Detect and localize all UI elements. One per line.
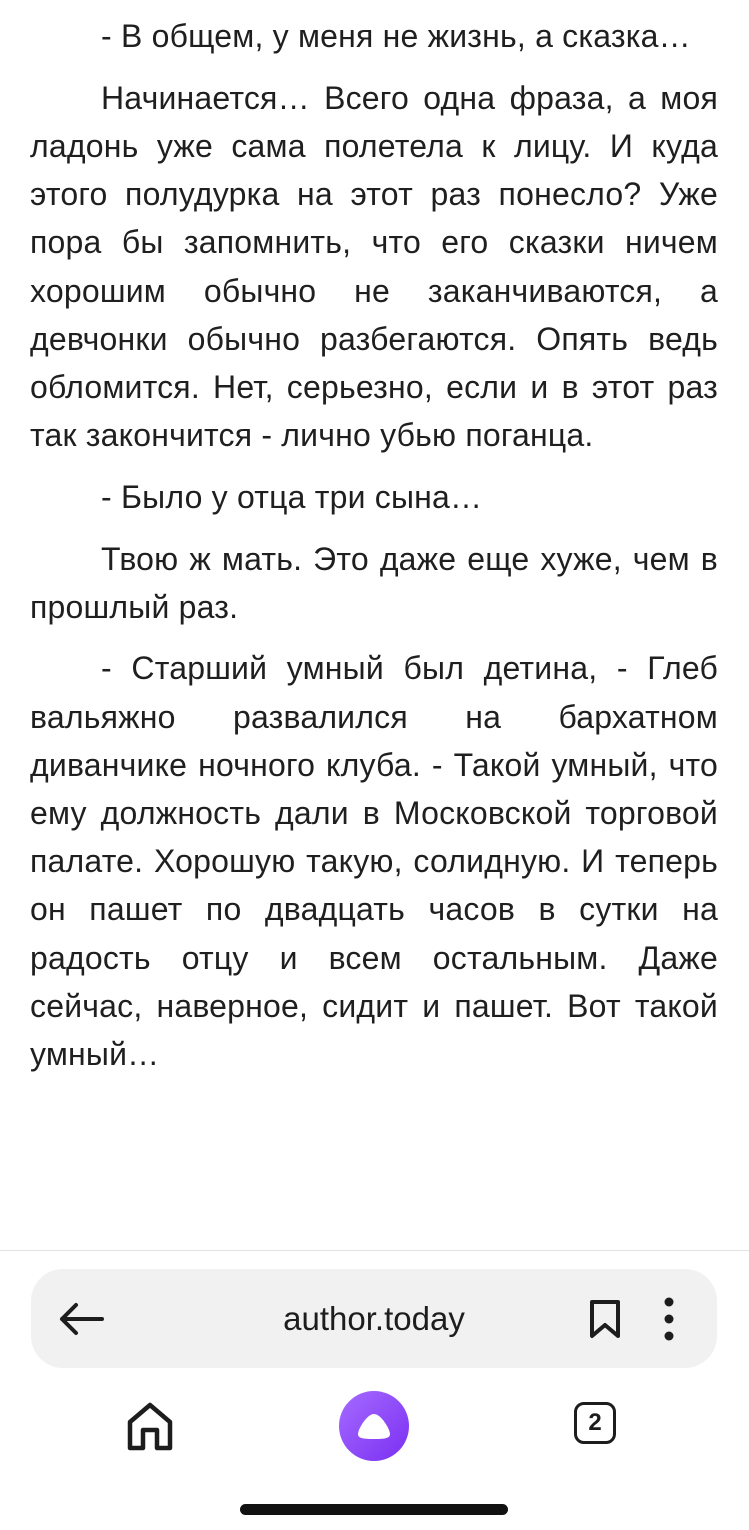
url-text[interactable]: author.today xyxy=(283,1299,465,1337)
menu-button[interactable] xyxy=(647,1291,691,1347)
article-text xyxy=(30,12,718,1092)
tabs-count: 2 xyxy=(588,1409,602,1436)
paragraph: Твою ж мать. Это даже еще хуже, чем в прошлый раз. xyxy=(30,540,718,625)
alice-icon xyxy=(355,1411,393,1441)
gesture-bar[interactable] xyxy=(240,1504,508,1515)
bookmark-button[interactable] xyxy=(579,1293,631,1345)
more-vertical-icon xyxy=(663,1297,675,1341)
bookmark-icon xyxy=(588,1298,622,1340)
back-button[interactable] xyxy=(51,1289,111,1349)
browser-bottom-bar xyxy=(0,1251,749,1530)
tabs-button[interactable] xyxy=(574,1402,616,1444)
navigation-row xyxy=(0,1386,749,1466)
paragraph: - В общем, у меня не жизнь, а сказка… xyxy=(101,18,691,54)
paragraph: Начинается… Всего одна фраза, а моя ладонь уже сама полетела к лицу. И куда этого полудурка на этот раз понесло? Уже пора бы запомнить, что его сказки ничем хорошим обычно не заканчиваются, а девчонки обычно разбегаются. Опять ведь обломится. Нет, серьезно, если и в этот раз так закончится - лично убью поганца. xyxy=(30,79,718,454)
home-button[interactable] xyxy=(116,1392,184,1460)
home-icon xyxy=(124,1400,176,1452)
address-bar[interactable] xyxy=(31,1269,717,1368)
paragraph: - Было у отца три сына… xyxy=(101,478,483,515)
arrow-left-icon xyxy=(58,1302,104,1336)
paragraph: - Старший умный был детина, - Глеб вальяжно развалился на бархатном диванчике ночного клуба. - Такой умный, что ему должность дали в Московской торговой палате. Хорошую такую, солидную. И теперь он пашет по двадцать часов в сутки на радость отцу и всем остальным. Даже сейчас, наверное, сидит и пашет. Вот такой умный… xyxy=(30,650,718,1073)
alice-assistant-button[interactable] xyxy=(339,1391,409,1461)
